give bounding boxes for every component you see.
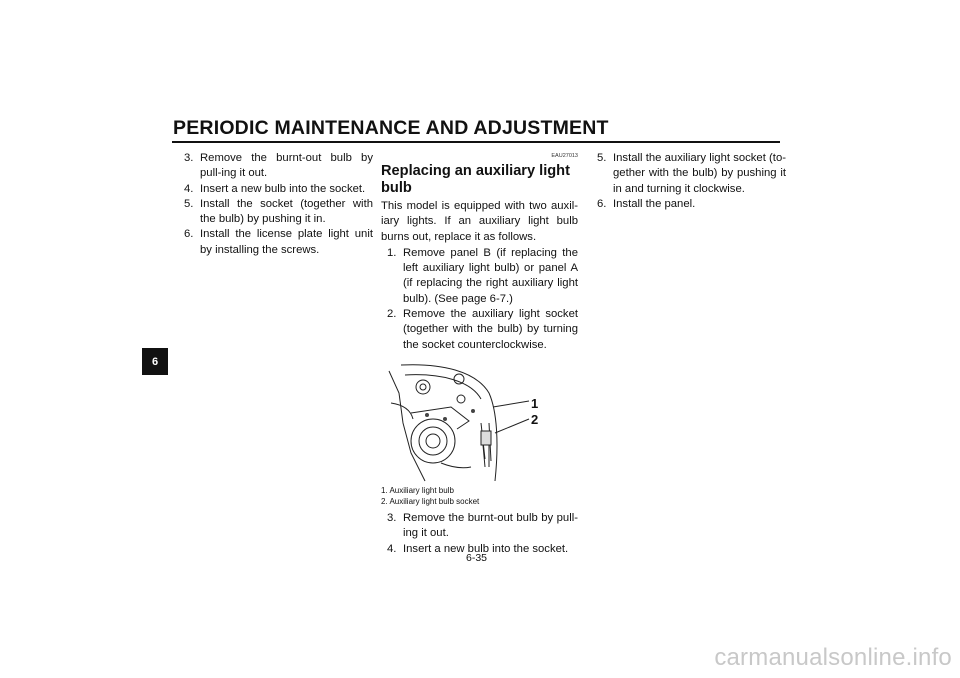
step-item [181,197,373,228]
step-number: 5. [184,197,194,210]
step-number: 2. [387,308,397,321]
step-number: 6. [184,228,194,241]
chapter-tab: 6 [142,348,168,375]
auxiliary-light-figure [381,363,571,483]
step-item [381,246,578,307]
step-item [381,511,578,542]
step-number: 4. [184,182,194,195]
step-text: Install the panel. [613,197,696,210]
step-item [381,307,578,353]
step-number: 3. [387,511,397,524]
step-item [181,227,373,258]
reference-code: EAU27013 [551,153,578,159]
intro-paragraph: This model is equipped with two auxil-iary lights. If an auxiliary light bulb burns out, replace it as follows. [381,200,578,243]
step-number: 6. [597,197,607,210]
step-number: 3. [184,152,194,164]
step-text: Remove the burnt-out bulb by pull-ing it out. [200,152,373,180]
figure-captions [381,485,578,507]
header-rule [172,141,780,143]
section-heading: Replacing an auxiliary light bulb [381,163,570,196]
step-text: Install the auxiliary light socket (to-gether with the bulb) by pushing it in and turning it clockwise. [613,152,786,195]
middle-column [381,151,578,557]
watermark-link[interactable]: carmanualsonline.info [714,644,952,671]
auxiliary-light-illustration [381,363,571,483]
step-item [181,182,373,197]
caption-item: 2. Auxiliary light bulb socket [381,496,480,506]
step-item [594,151,786,197]
callout-1: 1 [531,395,539,411]
step-text: Insert a new bulb into the socket. [403,542,569,555]
step-text: Remove the burnt-out bulb by pull-ing it out. [403,511,578,540]
left-column [181,151,373,258]
step-text: Insert a new bulb into the socket. [200,182,366,195]
page-title: PERIODIC MAINTENANCE AND ADJUSTMENT [173,117,609,139]
step-text: Remove panel B (if replacing the left auxiliary light bulb) or panel A (if replacing the right auxiliary light bulb). (See page 6-7.) [403,246,578,305]
step-text: Install the socket (together with the bulb) by pushing it in. [200,197,373,226]
step-item [181,151,373,182]
step-number: 5. [597,152,607,164]
page-number: 6-35 [466,552,488,564]
step-number: 1. [387,246,397,259]
step-item [594,197,786,212]
step-text: Remove the auxiliary light socket (together with the bulb) by turning the socket counterclockwise. [403,308,578,351]
caption-item: 1. Auxiliary light bulb [381,485,454,495]
right-column [594,151,786,212]
step-number: 4. [387,542,397,555]
step-text: Install the license plate light unit by installing the screws. [200,228,373,256]
callout-2: 2 [531,411,539,427]
